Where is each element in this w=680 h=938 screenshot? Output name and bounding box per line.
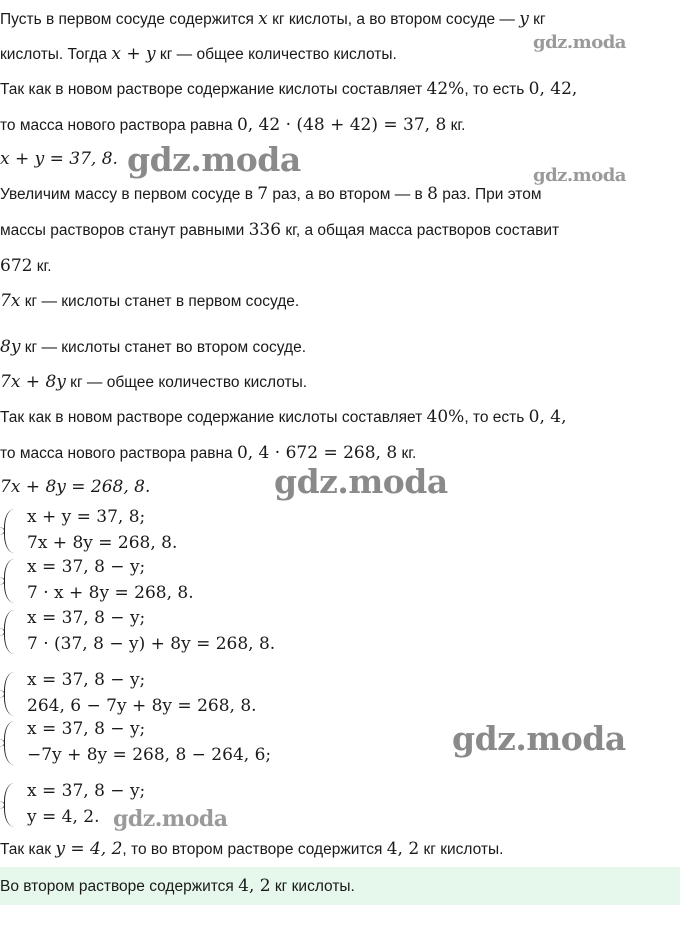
brace bbox=[4, 672, 15, 716]
math: 42% bbox=[426, 79, 465, 99]
text: кг — кислоты станет в первом сосуде. bbox=[20, 293, 300, 310]
math: x bbox=[258, 9, 268, 29]
text: Во втором растворе содержится bbox=[0, 878, 239, 895]
text: кг кислоты. bbox=[270, 878, 355, 895]
text-line bbox=[0, 183, 541, 206]
math: x + y = 37, 8. bbox=[0, 149, 118, 169]
equation-system bbox=[0, 668, 330, 720]
text: , то во втором растворе содержится bbox=[122, 841, 387, 858]
text: то масса нового раствора равна bbox=[0, 117, 237, 134]
system-row: x = 37, 8 − y; bbox=[27, 608, 146, 628]
system-row: x = 37, 8 − y; bbox=[27, 781, 146, 801]
math: 0, 4 · 672 = 268, 8 bbox=[236, 443, 398, 463]
text: Так как bbox=[0, 841, 56, 858]
text-line bbox=[0, 43, 397, 66]
system-row: 7 · x + 8y = 268, 8. bbox=[27, 583, 194, 603]
text: кг. bbox=[397, 445, 417, 462]
brace bbox=[4, 610, 15, 654]
text: кислоты. Тогда bbox=[0, 46, 112, 63]
text: Увеличим массу в первом сосуде в bbox=[0, 186, 258, 203]
equation-system bbox=[0, 505, 330, 557]
math: 4, 2 bbox=[238, 876, 271, 896]
text: раз. При этом bbox=[437, 186, 542, 203]
brace bbox=[4, 559, 15, 603]
text: кг кислоты. bbox=[419, 841, 504, 858]
system-row: y = 4, 2. bbox=[27, 807, 100, 827]
math: 8y bbox=[0, 337, 21, 357]
text-line bbox=[0, 290, 299, 313]
math: 0, 42 · (48 + 42) = 37, 8 bbox=[236, 115, 447, 135]
watermark: gdz.moda bbox=[533, 165, 626, 186]
conclusion-line bbox=[0, 838, 503, 861]
watermark: gdz.moda bbox=[113, 806, 228, 832]
text: , то есть bbox=[464, 81, 529, 98]
text: Так как в новом растворе содержание кислоты составляет bbox=[0, 409, 427, 426]
answer-line bbox=[0, 875, 355, 898]
math: x + y bbox=[111, 44, 156, 64]
brace bbox=[4, 783, 15, 827]
watermark: gdz.moda bbox=[452, 719, 626, 758]
brace bbox=[4, 721, 15, 765]
text-line bbox=[0, 78, 577, 101]
text-line bbox=[0, 406, 566, 429]
text: кг — общее количество кислоты. bbox=[155, 46, 397, 63]
math: 8 bbox=[427, 184, 438, 204]
text: то масса нового раствора равна bbox=[0, 445, 237, 462]
brace bbox=[4, 509, 15, 553]
system-row: −7y + 8y = 268, 8 − 264, 6; bbox=[27, 745, 272, 765]
answer-box bbox=[0, 867, 680, 905]
text: массы растворов станут равными bbox=[0, 222, 249, 239]
text: кг. bbox=[446, 117, 466, 134]
text-line bbox=[0, 114, 465, 137]
text: Пусть в первом сосуде содержится bbox=[0, 11, 259, 28]
system-row: 264, 6 − 7y + 8y = 268, 8. bbox=[27, 696, 257, 716]
text-line bbox=[0, 336, 306, 359]
math: 0, 4, bbox=[528, 407, 567, 427]
equation-line bbox=[0, 476, 150, 499]
text: кг — общее количество кислоты. bbox=[65, 374, 308, 391]
text: раз, а во втором — в bbox=[268, 186, 428, 203]
text: кг. bbox=[32, 258, 52, 275]
watermark: gdz.moda bbox=[533, 32, 626, 53]
system-row: 7x + 8y = 268, 8. bbox=[27, 533, 178, 553]
system-row: x = 37, 8 − y; bbox=[27, 557, 146, 577]
text: кг — кислоты станет во втором сосуде. bbox=[20, 339, 307, 356]
math: 0, 42, bbox=[528, 79, 578, 99]
math: 7x + 8y = 268, 8. bbox=[0, 477, 151, 497]
math: 40% bbox=[426, 407, 465, 427]
text: Так как в новом растворе содержание кислоты составляет bbox=[0, 81, 427, 98]
watermark: gdz.moda bbox=[274, 462, 448, 501]
math: y bbox=[519, 9, 529, 29]
system-row: x = 37, 8 − y; bbox=[27, 719, 146, 739]
system-row: x = 37, 8 − y; bbox=[27, 670, 146, 690]
system-row: x + y = 37, 8; bbox=[27, 507, 146, 527]
text: кг, а общая масса растворов составит bbox=[281, 222, 560, 239]
equation-system bbox=[0, 717, 330, 769]
math: 336 bbox=[248, 220, 282, 240]
text-line bbox=[0, 255, 52, 278]
system-row: 7 · (37, 8 − y) + 8y = 268, 8. bbox=[27, 634, 276, 654]
text: кг bbox=[528, 11, 546, 28]
text: кг кислоты, а во втором сосуде — bbox=[267, 11, 520, 28]
equation-line bbox=[0, 148, 118, 171]
equation-system bbox=[0, 606, 330, 658]
math: 672 bbox=[0, 256, 33, 276]
math: 7x + 8y bbox=[0, 372, 66, 392]
watermark: gdz.moda bbox=[127, 140, 301, 179]
math: 7 bbox=[257, 184, 269, 204]
math: 4, 2 bbox=[386, 839, 420, 859]
text-line bbox=[0, 219, 559, 242]
text: , то есть bbox=[464, 409, 529, 426]
math: y = 4, 2 bbox=[55, 839, 123, 859]
equation-system bbox=[0, 555, 330, 607]
text-line bbox=[0, 8, 546, 31]
math: 7x bbox=[0, 291, 21, 311]
text-line bbox=[0, 371, 307, 394]
